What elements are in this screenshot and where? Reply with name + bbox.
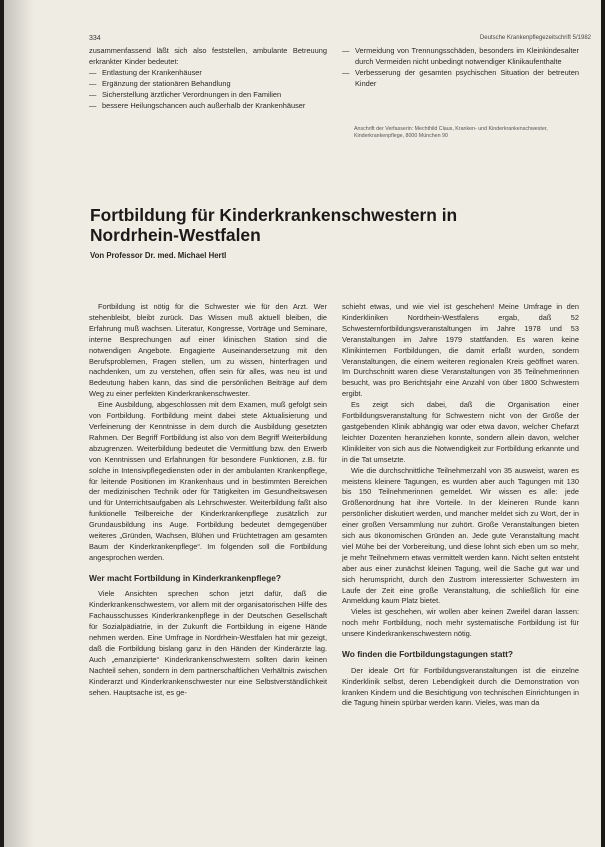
body-paragraph: schieht etwas, und wie viel ist geschehen! Meine Umfrage in den Kinderkliniken Nordrhein-Westfalens ergab, daß 52 Schwesternfortbildungsveranstaltungen im Jahre 1978 und 53 Veranstaltungen im Jahre 1979 stattfanden. Es waren keine Klinikinternen Fortbildungen, die damit erfaßt wurden, sondern Veranstaltungen, die einem weiteren regionalen Kreis geöffnet waren. Im Durchschnitt waren diese Veranstaltungen von 35 Teilnehmerinnen besucht, was pro Berichtsjahr eine Anzahl von über 1800 Schwestern ergibt. (342, 302, 579, 399)
top-left-column (89, 46, 327, 111)
body-paragraph: Es zeigt sich dabei, daß die Organisation einer Fortbildungsveranstaltung für Schwestern nicht von der Größe der gastgebenden Klinik abhängig war oder etwa davon, welcher Chefarzt leichter Dozenten heranziehen konnte, sondern allein davon, welcher Klinikleiter von sich aus die Notwendigkeit zur Fortbildung erkannte und in die Tat umsetzte. (342, 400, 579, 464)
list-item: — Sicherstellung ärztlicher Verordnungen in den Familien (89, 90, 327, 101)
running-header: Deutsche Krankenpflegezeitschrift 5/1982 (479, 35, 591, 41)
section-heading: Wer macht Fortbildung in Kinderkrankenpflege? (89, 572, 282, 583)
list-item: — Ergänzung der stationären Behandlung (89, 79, 327, 90)
page-number: 334 (89, 35, 101, 42)
list-item: — Vermeidung von Trennungsschäden, besonders im Kleinkindesalter durch Vermeiden nicht unbedingt notwendiger Klinikaufenthalte (342, 46, 579, 68)
body-paragraph: Viele Ansichten sprechen schon jetzt dafür, daß die Kinderkrankenschwestern, vor allem mit der organisatorischen Hilfe des Fachausschusses Kinderkrankenpflege in der Deutschen Gesellschaft für Sozialpädiatrie, in der Zukunft die Fortbildung in eigene Hände nehmen werden. Eine Umfrage in Nordrhein-Westfalen hat mir gezeigt, daß die Fortbildung bislang ganz in den Händen der Kinderärzte lag. Auch „emanzipierte“ Kinderkrankenschwestern sollten darin keinen Nachteil sehen, sondern in dem partnerschaftlichen Verhältnis zwischen Kinderarzt und Kinderkrankenschwester nur eine Selbstverständlichkeit sehen. Hauptsache ist, es ge- (89, 589, 327, 697)
benefit-list-continued (342, 46, 579, 90)
body-paragraph: Eine Ausbildung, abgeschlossen mit dem Examen, muß gefolgt sein von Fortbildung. Fortbildung meint dabei stete Aktualisierung und Verfeinerung der Kenntnisse in dem durch die Ausbildung gesetzten Rahmen. Der Begriff Fortbildung ist also von dem Begriff Weiterbildung abzugrenzen. Weiterbildung bedeutet die Vermittlung bzw. den Erwerb von Kenntnissen und Erfahrungen für besondere Funktionen, z.B. für solche in Intensivpflegediensten oder in der ambulanten Krankenpflege, für leitende Positionen im Krankenhaus und in bestimmten Bereichen der medizinischen Technik oder für Tätigkeiten im Gesundheitswesen und für Unterrichtsaufgaben als Lehrschwester. Weiterbildung faßt also funktionelle Teilbereiche der Kinderkrankenpflege zusätzlich zur Grundausbildung ins Auge. Fortbildung bedeutet demgegenüber weiteres „Gründen, Wachsen, Blühen und Früchtetragen am gesamten Baum der Kinderkrankenpflege“. Im folgenden soll die Fortbildung angesprochen werden. (89, 400, 327, 562)
body-paragraph: Wie die durchschnittliche Teilnehmerzahl von 35 ausweist, waren es meistens kleinere Tagungen, es wurden aber auch Tagungen mit 130 bis 150 Teilnehmerinnen gemeldet. Wir wissen es alle: jede Größenordnung hat ihre Vorteile. In der kleineren Runde kann persönlicher diskutiert werden, und mancher meldet sich zu Wort, der in einer großen Versammlung nur zuhört. Große Veranstaltungen bieten sich aus ökonomischen Gründen an. Jede gute Veranstaltung macht viel Mühe bei der Vorbereitung, und diese lohnt sich eben um so mehr, je mehr Teilnehmern etwas vermittelt werden kann. Nicht selten entsteht aber aus einer zunächst kleinen Tagung, weil die Sache gut war und sich herumspricht, durch den Zustrom interessierter Schwestern im Laufe der Zeit eine große Veranstaltung, die schließlich für eine Anmeldung kaum Platz bietet. (342, 465, 579, 606)
body-paragraph: Vieles ist geschehen, wir wollen aber keinen Zweifel daran lassen: noch mehr Fortbildung, noch mehr systematische Fortbildung ist für unsere Kinderkrankenschwestern nötig. (342, 607, 579, 639)
section-heading: Wo finden die Fortbildungstagungen statt? (342, 649, 514, 660)
top-intro: zusammenfassend läßt sich also feststellen, ambulante Betreuung erkrankter Kinder bedeutet: (89, 46, 327, 66)
journal-page (4, 0, 601, 847)
article-byline: Von Professor Dr. med. Michael Hertl (90, 251, 227, 260)
list-item: — Verbesserung der gesamten psychischen Situation der betreuten Kinder (342, 68, 579, 90)
top-right-column (342, 46, 579, 90)
list-item: — Entlastung der Krankenhäuser (89, 68, 327, 79)
body-paragraph: Der ideale Ort für Fortbildungsveranstaltungen ist die einzelne Kinderklinik selbst, deren Lebendigkeit durch die Demonstration von kranken Kindern und die Besichtigung von technischen Einrichtungen in die Tagung hinein spürbar werden kann. Vieles, was man da (342, 665, 579, 708)
list-item: — bessere Heilungschancen auch außerhalb der Krankenhäuser (89, 101, 327, 112)
article-right-column (342, 302, 579, 709)
benefit-list (89, 68, 327, 112)
article-title: Fortbildung für Kinderkrankenschwestern in Nordrhein-Westfalen (90, 205, 458, 245)
author-address: Anschrift der Verfasserin: Mechthild Claus, Kranken- und Kinderkrankenschwester, Kinderkrankenpflege, 8000 München 90 (354, 126, 548, 140)
page-gutter-shadow (4, 0, 34, 847)
article-left-column (89, 302, 327, 698)
body-paragraph: Fortbildung ist nötig für die Schwester wie für den Arzt. Wer stehenbleibt, bleibt zurück. Das Wissen muß aktuell bleiben, die Erfahrung muß wachsen. Literatur, Kongresse, Vorträge und Seminare, interne Besprechungen auf einer klinischen Station sind die notwendigen Angebote. Engagierte Auseinandersetzung mit den Berufsproblemen, Fragen stellen, um zu wissen, hinterfragen und nachdenken, um zu verstehen, offen sein für alles, was neu ist und Bedeutung haben kann, das sind die persönlichen Beiträge auf dem Weg zu einer perfekten Kinderkrankenschwester. (89, 302, 327, 399)
